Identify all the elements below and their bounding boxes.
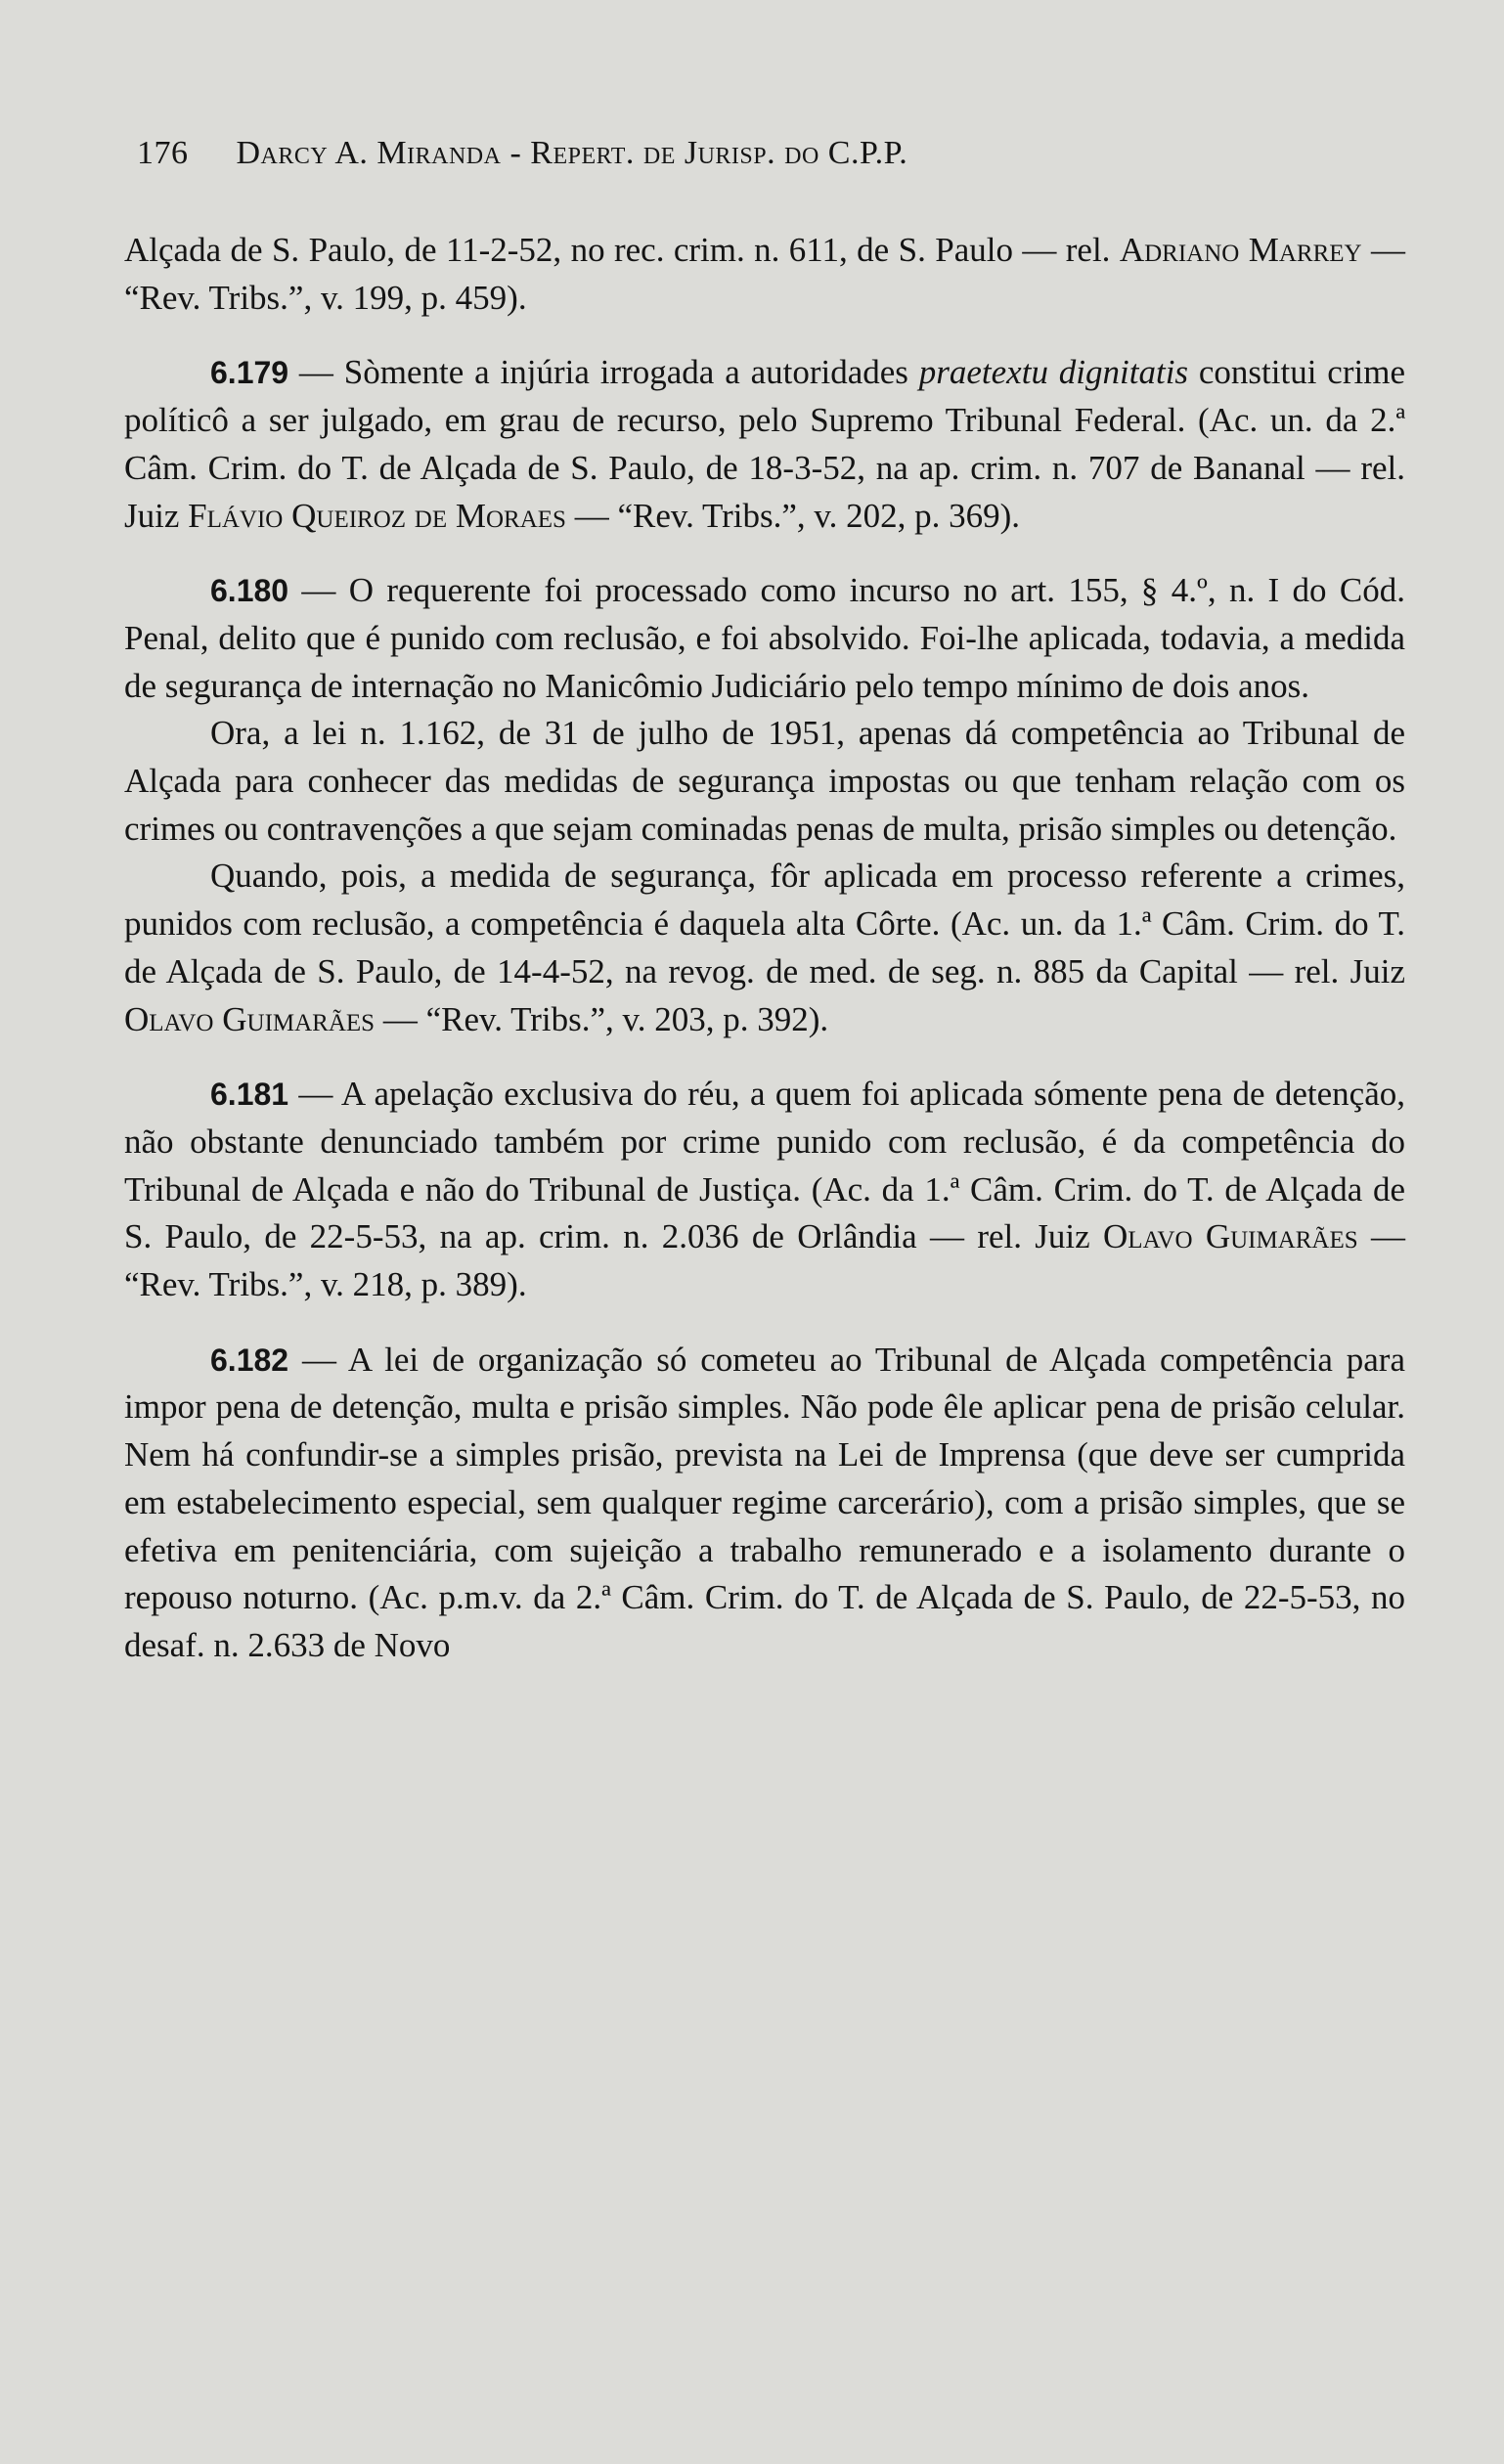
continued-paragraph xyxy=(124,227,1405,322)
text-run: — “Rev. Tribs.”, v. 218, p. 389). xyxy=(124,1217,1405,1304)
entry-number: 6.179 xyxy=(210,355,289,391)
text-run: — “Rev. Tribs.”, v. 202, p. 369). xyxy=(565,496,1021,535)
text-run: Quando, pois, a medida de segurança, fôr aplicada em processo referente a crimes, punidos com reclusão, a competência é daquela alta Côrte. (Ac. un. da 1.ª Câm. Crim. do T. de Alçada de S. Paulo, de 14-4-52, na revog. de med. de seg. n. 885 da Capital — rel. Juiz xyxy=(124,857,1405,990)
document-body xyxy=(124,227,1405,1670)
text-run: — A apelação exclusiva do réu, a quem foi aplicada sómente pena de detenção, não obstante denunciado também por crime punido com reclusão, é da competência do Tribunal de Alçada e não do Tribunal de Justiça. (Ac. da 1.ª Câm. Crim. do T. de Alçada de S. Paulo, de 22-5-53, na ap. crim. n. 2.036 de Orlândia — rel. Juiz xyxy=(124,1075,1405,1256)
text-run: — O requerente foi processado como incurso no art. 155, § 4.º, n. I do Cód. Penal, delito que é punido com reclusão, e foi absolvido. Foi-lhe aplicada, todavia, a medida de segurança de internação no Manicômio Judiciário pelo tempo mínimo de dois anos. xyxy=(124,571,1405,705)
running-header xyxy=(137,135,907,172)
judge-name: Olavo Guimarães xyxy=(124,999,376,1038)
text-run: — “Rev. Tribs.”, v. 203, p. 392). xyxy=(375,999,829,1038)
text-run: — “Rev. Tribs.”, v. 199, p. 459). xyxy=(124,231,1406,317)
entry-number: 6.182 xyxy=(210,1342,289,1378)
judge-name: Flávio Queiroz de Moraes xyxy=(188,496,566,535)
entry-6179 xyxy=(124,349,1405,540)
text-run: Alçada de S. Paulo, de 11-2-52, no rec. crim. n. 611, de S. Paulo — rel. xyxy=(124,231,1120,269)
entry-number: 6.181 xyxy=(210,1077,289,1113)
text-run: — Sòmente a injúria irrogada a autoridades xyxy=(288,353,919,392)
entry-6180 xyxy=(124,567,1405,710)
entry-6182 xyxy=(124,1337,1405,1670)
text-run: constitui crime políticô a ser julgado, em grau de recurso, pelo Supremo Tribunal Federal. (Ac. un. da 2.ª Câm. Crim. do T. de Alçada de S. Paulo, de 18-3-52, na ap. crim. n. 707 de Bananal — rel. Juiz xyxy=(124,353,1405,535)
entry-6180-paragraph-2: Ora, a lei n. 1.162, de 31 de julho de 1951, apenas dá competência ao Tribunal de Alçada para conhecer das medidas de segurança impostas ou que tenham relação com os crimes ou contravenções a que sejam cominadas penas de multa, prisão simples ou detenção. xyxy=(124,714,1405,848)
running-title: Darcy A. Miranda - Repert. de Jurisp. do C.P.P. xyxy=(236,135,908,171)
entry-number: 6.180 xyxy=(210,573,289,609)
page-number: 176 xyxy=(137,135,189,171)
judge-name: Olavo Guimarães xyxy=(1103,1217,1358,1256)
latin-phrase: praetextu dignitatis xyxy=(918,353,1189,392)
text-run: — A lei de organização só cometeu ao Tribunal de Alçada competência para impor pena de detenção, multa e prisão simples. Não pode êle aplicar pena de prisão celular. Nem há confundir-se a simples prisão, prevista na Lei de Imprensa (que deve ser cumprida em estabelecimento especial, sem qualquer regime carcerário), com a prisão simples, que se efetiva em penitenciária, com sujeição a trabalho remunerado e a isolamento durante o repouso noturno. (Ac. p.m.v. da 2.ª Câm. Crim. do T. de Alçada de S. Paulo, de 22-5-53, no desaf. n. 2.633 de Novo xyxy=(124,1340,1405,1664)
entry-6180-paragraph-3 xyxy=(124,853,1405,1043)
entry-6181 xyxy=(124,1071,1405,1309)
judge-name: Adriano Marrey xyxy=(1119,231,1362,269)
